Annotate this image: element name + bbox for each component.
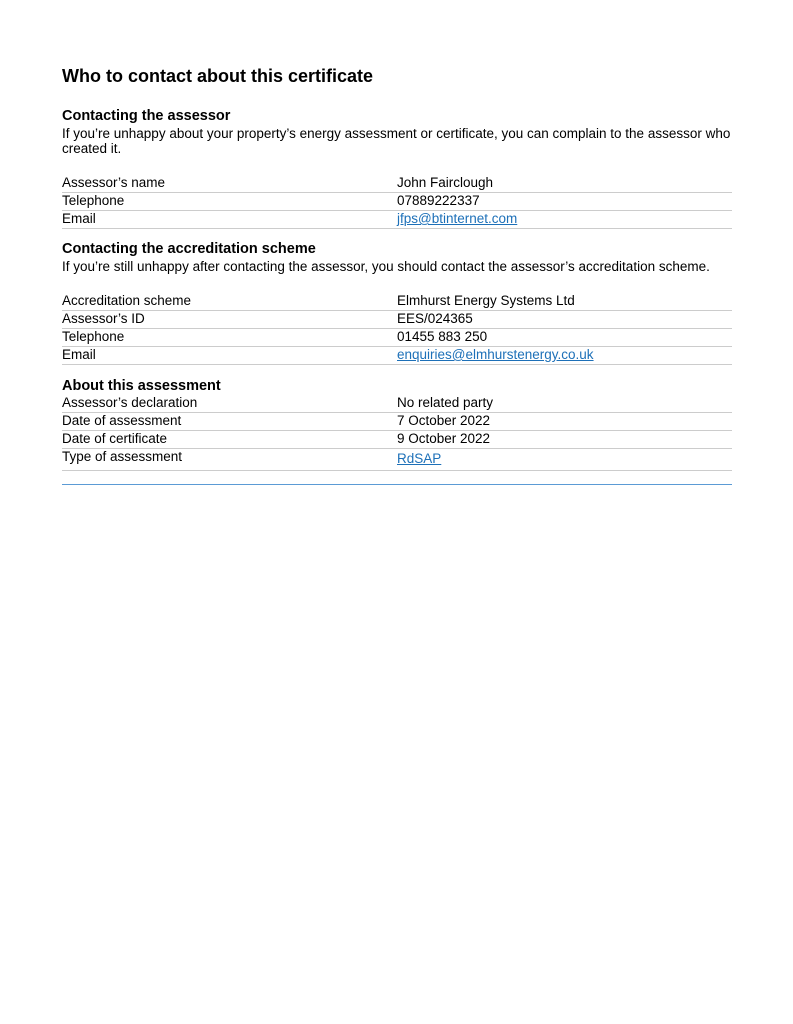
assessor-telephone-label: Telephone — [62, 193, 397, 211]
table-row — [62, 413, 732, 431]
table-row — [62, 329, 732, 347]
assessor-name-value: John Fairclough — [397, 175, 732, 193]
table-row — [62, 431, 732, 449]
table-row — [62, 293, 732, 311]
assessor-telephone-value: 07889222337 — [397, 193, 732, 211]
scheme-section — [62, 241, 732, 365]
about-heading: About this assessment — [62, 378, 221, 394]
scheme-email-cell — [397, 347, 732, 365]
assessor-email-cell — [397, 211, 732, 229]
about-table — [62, 395, 732, 471]
assessor-intro: If you’re unhappy about your property’s energy assessment or certificate, you can complain to the assessor who created it. — [62, 126, 731, 156]
assessor-id-label: Assessor’s ID — [62, 311, 397, 329]
assessor-id-value: EES/024365 — [397, 311, 732, 329]
assessor-email-link[interactable]: jfps@btinternet.com — [397, 211, 518, 226]
certificate-date-label: Date of certificate — [62, 431, 397, 449]
scheme-telephone-value: 01455 883 250 — [397, 329, 732, 347]
assessor-table — [62, 175, 732, 229]
table-row — [62, 175, 732, 193]
table-row — [62, 311, 732, 329]
declaration-label: Assessor’s declaration — [62, 395, 397, 413]
about-section — [62, 378, 732, 471]
scheme-heading: Contacting the accreditation scheme — [62, 241, 316, 257]
scheme-intro: If you’re still unhappy after contacting the assessor, you should contact the assessor’s accreditation scheme. — [62, 259, 710, 274]
table-row — [62, 395, 732, 413]
assessor-name-label: Assessor’s name — [62, 175, 397, 193]
assessor-heading: Contacting the assessor — [62, 108, 231, 124]
table-row — [62, 449, 732, 471]
assessor-section — [62, 108, 732, 229]
assessment-date-value: 7 October 2022 — [397, 413, 732, 431]
assessment-type-link[interactable]: RdSAP — [397, 451, 442, 466]
assessment-type-cell — [397, 449, 732, 471]
scheme-telephone-label: Telephone — [62, 329, 397, 347]
table-row — [62, 347, 732, 365]
section-divider — [62, 484, 732, 485]
scheme-table — [62, 293, 732, 365]
declaration-value: No related party — [397, 395, 732, 413]
scheme-email-link[interactable]: enquiries@elmhurstenergy.co.uk — [397, 347, 594, 362]
assessor-email-label: Email — [62, 211, 397, 229]
table-row — [62, 211, 732, 229]
scheme-email-label: Email — [62, 347, 397, 365]
table-row — [62, 193, 732, 211]
page-title: Who to contact about this certificate — [62, 66, 374, 86]
assessment-type-label: Type of assessment — [62, 449, 397, 471]
scheme-name-label: Accreditation scheme — [62, 293, 397, 311]
scheme-name-value: Elmhurst Energy Systems Ltd — [397, 293, 732, 311]
assessment-date-label: Date of assessment — [62, 413, 397, 431]
certificate-date-value: 9 October 2022 — [397, 431, 732, 449]
